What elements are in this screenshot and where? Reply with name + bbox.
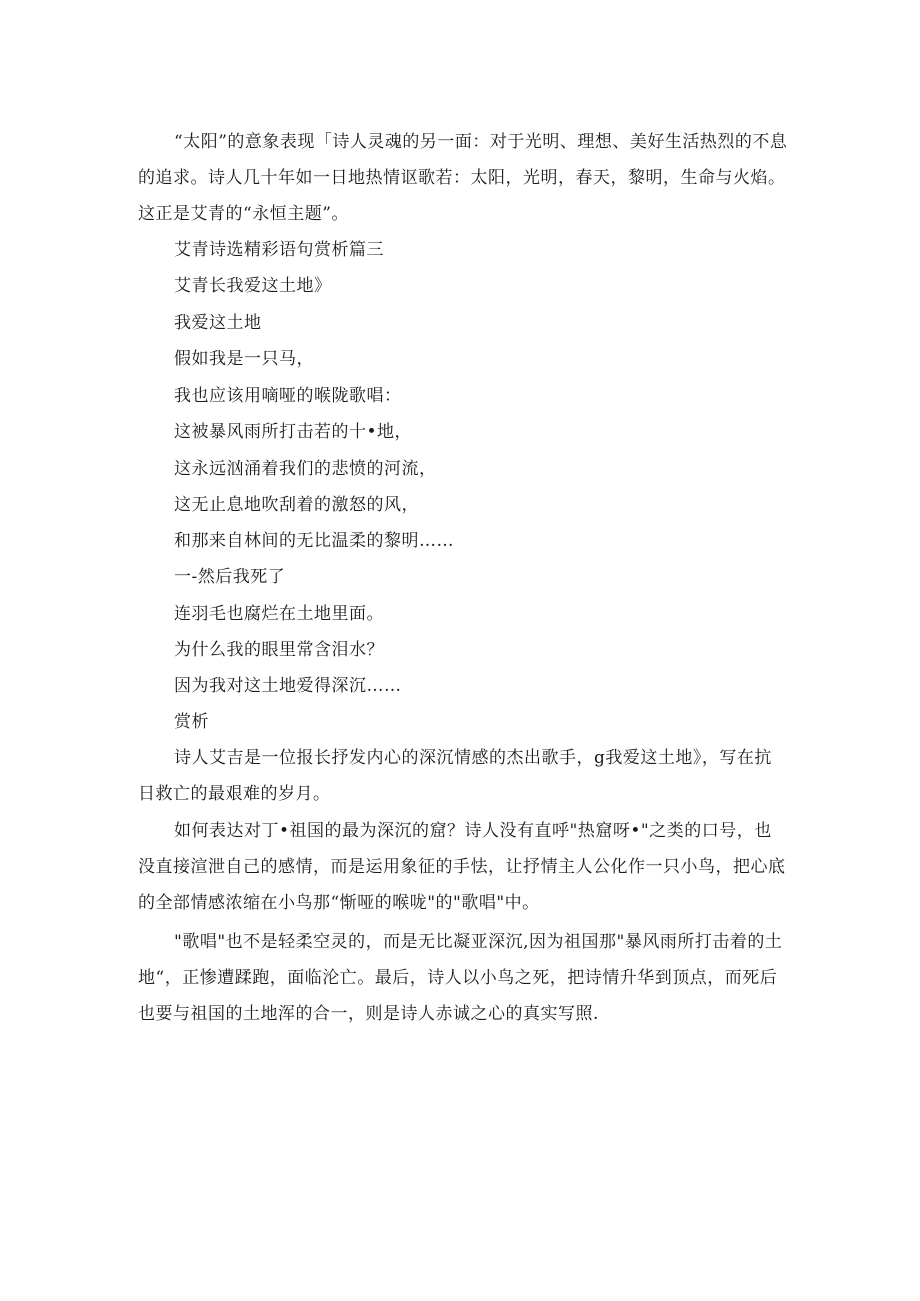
poem-line: 一-然后我死了 — [174, 567, 286, 587]
poem-name: 我爱这土地 — [174, 313, 262, 333]
analysis-paragraph: 诗人艾吉是一位报长抒发内心的深沉情感的杰出歌手，g我爱这土地》，写在抗日救亡的最艰难的岁月。 — [138, 748, 772, 804]
analysis-paragraph: 如何表达对丁•祖国的最为深沉的窟？诗人没有直呼"热窟呀•"之类的口号，也没直接渲泄自己的感情，而是运用象征的手怯，让抒情主人公化作一只小鸟，把心底的全部情感浓缩在小鸟那“惭哑的喉咙"的"歌唱"中。 — [138, 821, 786, 913]
intro-paragraph: “太阳”的意象表现「诗人灵魂的另一面：对于光明、理想、美好生活热烈的不息的追求。诗人几十年如一日地热情讴歌若：太阳，光明，春天，黎明，生命与火焰。这正是艾青的“永恒主题”。 — [138, 132, 788, 224]
poem-title-line: 艾青长我爱这土地》 — [174, 276, 332, 296]
poem-line: 和那来自林间的无比温柔的黎明…… — [174, 531, 454, 551]
poem-line: 这被暴风雨所打击若的十•地， — [174, 422, 413, 442]
poem-line: 为什么我的眼里常含泪水？ — [174, 640, 384, 660]
poem-line: 我也应该用嘀哑的喉陇歌唱： — [174, 386, 402, 406]
section-heading: 艾青诗选精彩语句赏析篇三 — [174, 240, 384, 260]
poem-line: 假如我是一只马， — [174, 349, 314, 369]
poem-line: 这永远汹涌着我们的悲愤的河流， — [174, 459, 437, 479]
poem-line: 这无止息地吹刮着的激怒的风， — [174, 495, 419, 515]
analysis-paragraph: "歌唱"也不是轻柔空灵的，而是无比凝亚深沉,因为祖国那"暴风雨所打击着的土地“，正惨遭蹂跑，面临沦亡。最后，诗人以小鸟之死，把诗情升华到顶点，而死后也要与祖国的土地浑的合一，则是诗人赤诚之心的真实写照. — [138, 932, 783, 1024]
analysis-label: 赏析 — [174, 712, 209, 732]
poem-line: 连羽毛也腐烂在土地里面。 — [174, 604, 384, 624]
poem-line: 因为我对这土地爱得深沉…… — [174, 676, 402, 696]
